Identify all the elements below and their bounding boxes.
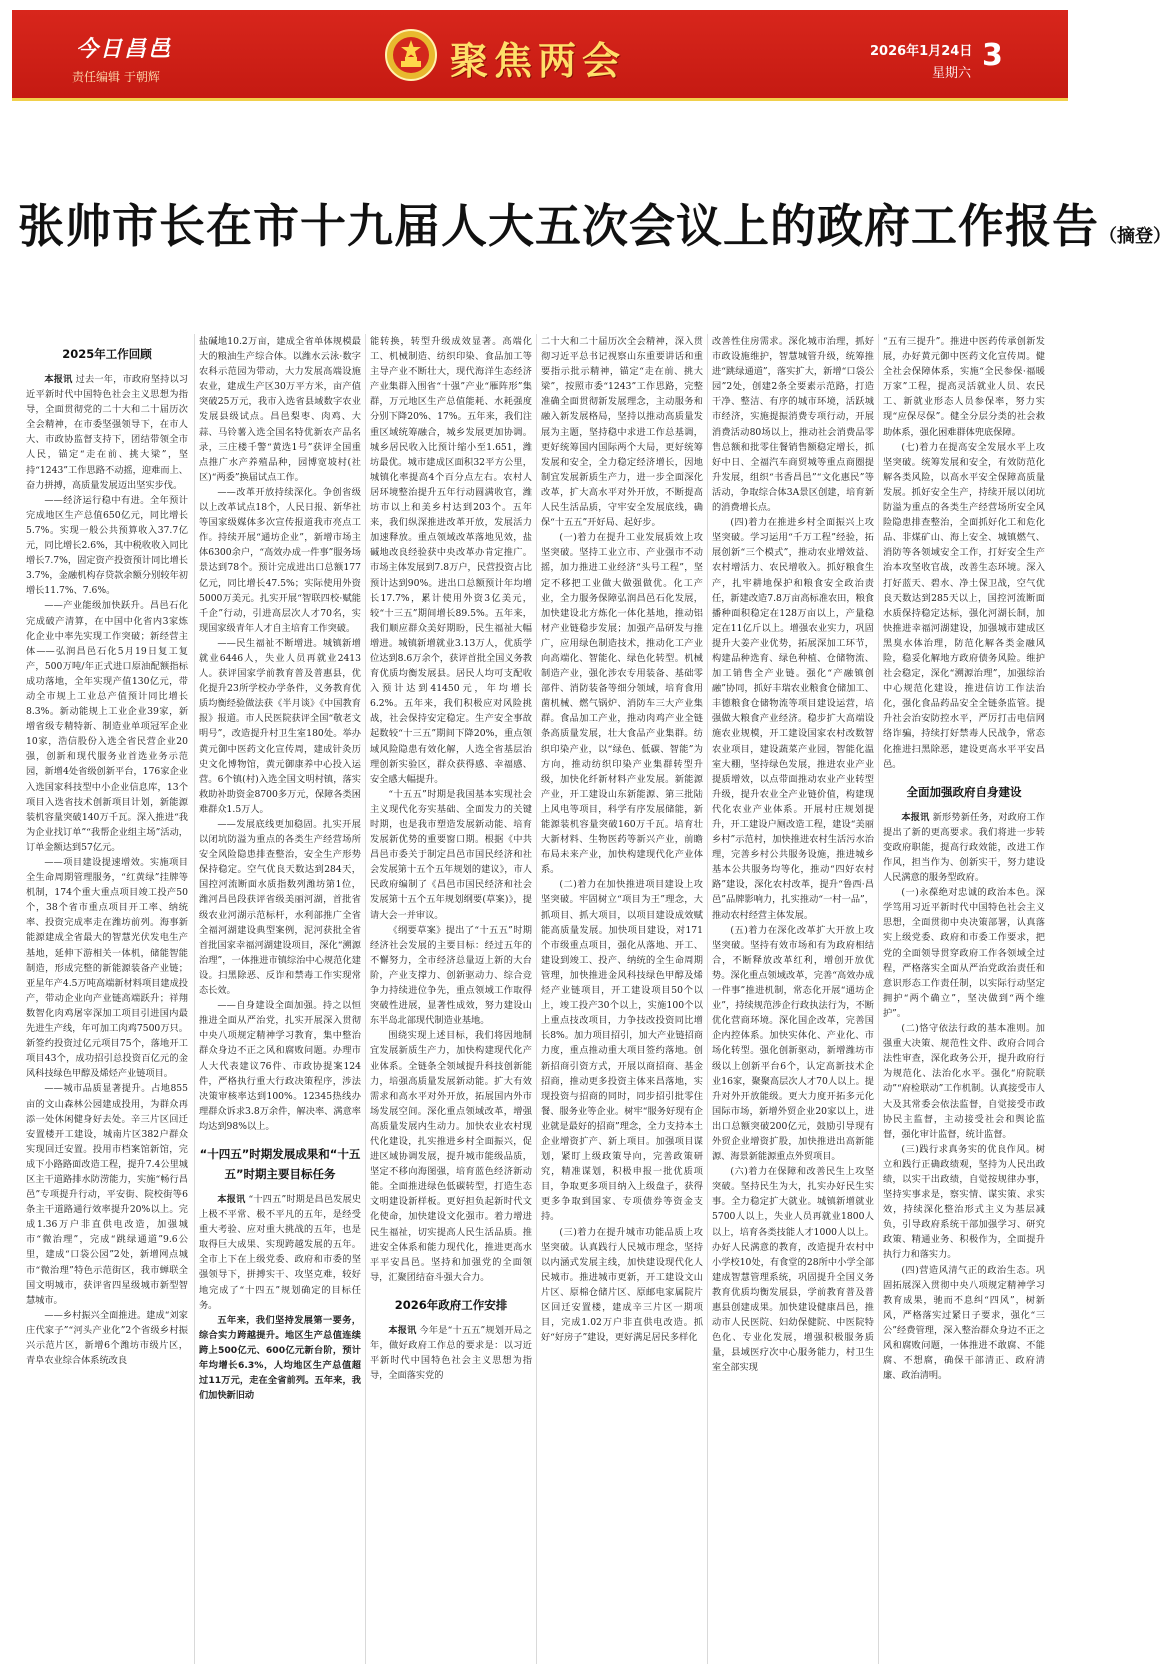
section-title: 聚焦两会 [450,38,627,83]
article-column-1 [26,334,188,1664]
article-headline [18,190,1171,256]
lead-label: 本报讯 [901,811,930,823]
article-column-4 [541,334,703,1664]
article-column-3 [370,334,532,1664]
subhead-2026-plan: 2026年政府工作安排 [394,1297,508,1312]
paragraph: ——产业能级加快跃升。昌邑石化完成破产清算，在中国中化省内3家炼化企业中率先实现工作突破；新经营主体——弘润昌邑石化5月19日复工复产，500万吨/年正式进口原油配额指标成功落地，全年实现产值130亿元，带动全市规上工业总产值预计同比增长8.3%。新动能规上工业企业39家，新增省级专精特新、制造业单项冠军企业10家，浩信股份入选全省民营企业20强，创新和现代服务业首选业务示范园，新增4处省级创新平台，176家企业入选国家科技型中小企业信息库，13个项目入选省技术创新项目计划，新能源装机容量突破140万千瓦。深入推进“我为企业找订单”“我帮企业组主场”活动，订单金额达到57亿元。 [26,600,188,853]
paragraph: (一)永葆绝对忠诚的政治本色。深学笃用习近平新时代中国特色社会主义思想，全面贯彻中央决策部署，认真落实上级党委、政府和市委工作要求，把党的全面领导贯穿政府工作各领域全过程，严格落实全面从严治党政治责任和意识形态工作责任制，以实际行动坚定拥护“两个确立”，坚决做到“两个维护”。 [883,887,1045,1019]
paragraph: 改善性住房需求。深化城市治理，抓好市政设施维护，智慧城管升级，统筹推进“跳绿通道”，落实扩大，新增“口袋公园”2处，创建2条全要素示范路，打造干净、整洁、有序的城市环境，活跃城市经济，实施提振消费专项行动，开展消费活动80场以上，推动社会消费品零售总额和批零住餐销售额稳定增长，抓好中日、全福汽车商贸城等重点商圈提升发展，组织“书香昌邑”“文化惠民”等活动，争取综合体3A景区创建，培育新的消费增长点。 [712,336,874,514]
paragraph: ——民生福祉不断增进。城镇新增就业6446人，失业人员再就业2413人。获评国家学前教育普及普惠县，优化提升23所学校办学条件，义务教育优质均衡经验做法获《半月谈》《中国教育报》报道。市人民医院获评全国“敬老文明号”，改造提升村卫生室180处。举办黄元御中医药文化宣传周，建成针灸历史文化博物馆，黄元御康养中心投入运营。6个镇(村)入选全国文明村镇，落实救助补助资金8700多万元，保障各类困难群众1.5万人。 [199,637,361,815]
paragraph [370,1323,532,1383]
paragraph: ——经济运行稳中有进。全年预计完成地区生产总值650亿元，同比增长5.7%。实现一般公共预算收入37.7亿元，同比增长2.6%，其中税收收入同比增长7.7%，固定资产投资预计同比增长3.7%，金融机构存贷款余额分别较年初增长11.7%、7.6%。 [26,494,188,597]
subhead-government-self-building: 全面加强政府自身建设 [906,784,1022,799]
paragraph: (三)践行求真务实的优良作风。树立和践行正确政绩观，坚持为人民出政绩，以实干出政绩，自觉按规律办事，坚持实事求是，察实情、谋实策、求实效，持续深化整治形式主义为基层减负，引导政府系统干部加强学习、研究政策、精通业务、积极作为，全面提升执行力和落实力。 [883,1143,1045,1261]
paragraph: (四)营造风清气正的政治生态。巩固拓展深入贯彻中央八项规定精神学习教育成果，驰而不息纠“四风”，树新风，严格落实过紧日子要求，强化“三公”经费管理，深入整治群众身边不正之风和腐败问题，一体推进不敢腐、不能腐、不想腐，确保干部清正、政府清廉、政治清明。 [883,1264,1045,1382]
editor-line: 责任编辑 于朝辉 [72,70,160,84]
masthead-banner [12,10,1068,101]
paragraph [199,1192,361,1313]
paragraph: “五有三提升”。推进中医药传承创新发展，办好黄元御中医药文化宣传周。健全社会保障体系，实施“全民参保·福暖万家”工程，提高灵活就业人员、农民工、新就业形态人员参保率，努力实现“应保尽保”。健全分层分类的社会救助体系，强化困难群体兜底保障。 [883,336,1045,438]
issue-weekday: 星期六 [932,66,972,81]
paragraph: ——发展底线更加稳固。扎实开展以闭坑防溢为重点的各类生产经营场所安全风险隐患排查整治，安全生产形势保持稳定。空气优良天数达到284天，国控河流断面水质指数列潍坊第1位，潍河昌邑段获评省级美丽河湖，首批省级农业河湖示范标杆，水利部推广全省全福河湖建设典型案例，泥河获批全省首批国家幸福河湖建设项目，深化“溯源治理”，一体推进市镇综治中心规范化建设。扫黑除恶、反诈和禁毒工作实现常态长效。 [199,819,361,997]
paragraph: (一)着力在提升工业发展质效上攻坚突破。坚持工业立市、产业强市不动摇，加力推进工业经济“头号工程”，坚定不移把工业做大做强做优。化工产业，全力服务保障弘润昌邑石化发展，加快建设北方炼化一体化基地，推动铝材产业链稳步发展；加强产品研发与推广，应用绿色制造技术，推动化工产业向高端化、智能化、绿色化转型。机械制造产业，强化涉农专用装备、基础零部件、消防装备等细分领域，培育食用菌机械、燃气锅炉、消防车三大产业集群。食品加工产业，推动肉鸡产业全链条高质量发展，壮大食品产业集群。纺织印染产业，以“绿色、低碳、智能”为方向，推动纺织印染产业集群转型升级，加快化纤新材料产业发展。新能源产业，开工建设山东新能源、第三批陆上风电等项目，科学有序发展储能，新能源装机容量突破160万千瓦。培育壮大新材料、生物医药等新兴产业，前瞻布局未来产业，加快构建现代化产业体系。 [541,532,703,876]
paragraph [26,372,188,493]
paragraph-text: “十四五”时期是昌邑发展史上极不平常、极不平凡的五年，是经受重大考验、应对重大挑战的五年，也是取得巨大成果、实现跨越发展的五年。全市上下在上级党委、政府和市委的坚强领导下，拼搏实干、攻坚克难，较好地完成了“十四五”规划确定的目标任务。 [199,1193,361,1311]
paragraph: 围绕实现上述目标，我们将因地制宜发展新质生产力，加快构建现代化产业体系。全链条全领域提升科技创新能力，培强高质量发展新动能。扩大有效需求和高水平对外开放，拓展国内外市场发展空间。深化重点领域改革，增强高质量发展内生动力。加快农业农村现代化建设，扎实推进乡村全面振兴，促进区域协调发展，提升城市能级品质，坚定不移向海图强，培育蓝色经济新动能。全面推进绿色低碳转型，打造生态文明建设新样板。更好担负起新时代文化使命，加快建设文化强市。着力增进民生福祉，切实提高人民生活品质。推进安全体系和能力现代化，推进更高水平平安昌邑。坚持和加强党的全面领导，汇聚团结奋斗强大合力。 [370,1030,532,1283]
paragraph: “十五五”时期是我国基本实现社会主义现代化夯实基础、全面发力的关键时期，也是我市塑造发展新动能、培育发展新优势的重要窗口期。根据《中共昌邑市委关于制定昌邑市国民经济和社会发展第十五个五年规划的建议》，市人民政府编制了《昌邑市国民经济和社会发展第十五个五年规划纲要(草案)》，提请大会一并审议。 [370,788,532,921]
column-divider [878,334,879,1664]
paragraph: (三)着力在提升城市功能品质上攻坚突破。认真践行人民城市理念，坚持以内涵式发展主线，加快建设现代化人民城市。推进城市更新，开工建设文山片区、原棉仓储片区、原邮电家属院片区回迁安置楼，建成辛三片区一期项目，完成1.02万户非直供电改造。抓好“好房子”建设，更好满足居民多样化 [541,1226,703,1344]
headline-title: 张帅市长在市十九届人大五次会议上的政府工作报告 [18,199,1099,253]
paragraph: ——乡村振兴全面推进。建成“刘家庄代家子”“河头产业化”2个省级乡村振兴示范片区，新增6个潍坊市级片区，青阜农业综合体系统改良 [26,1309,188,1367]
paragraph: (五)着力在深化改革扩大开放上攻坚突破。坚持有效市场和有为政府相结合，不断释放改革红利，增创开放优势。深化重点领域改革，完善“高效办成一件事”推进机制，常态化开展“通坊企业”，持续规范涉企行政执法行为，不断优化营商环境。深化国企改革，完善国企内控体系。加快实体化、产业化、市场化转型。强化创新驱动，新增潍坊市级以上创新平台6个，认定高新技术企业16家，聚聚高层次人才70人以上。提升对外开放能级。更大力度开拓多元化国际市场，新增外贸企业20家以上，进出口总额突破200亿元，鼓励引导现有外贸企业增资扩股，加快推进出高新能源、海景新能源重点外贸项目。 [712,924,874,1163]
column-divider [707,334,708,1664]
paragraph-text: 今年是“十五五”规划开局之年，做好政府工作总的要求是：以习近平新时代中国特色社会主义思想为指导，全面落实党的 [370,1324,532,1382]
column-divider [194,334,195,1664]
article-column-6 [883,334,1045,1664]
paragraph: 二十大和二十届历次全会精神，深入贯彻习近平总书记视察山东重要讲话和重要指示批示精神，锚定“走在前、挑大梁”，按照市委“1243”工作思路，完整准确全面贯彻新发展理念，主动服务和融入新发展格局，坚持以推动高质量发展为主题，坚持稳中求进工作总基调，更好统筹国内国际两个大局，更好统筹发展和安全，全力稳定经济增长，因地制宜发展新质生产力，进一步全面深化改革，扩大高水平对外开放，不断提高人民生活品质，守牢安全发展底线，确保“十五五”开好局、起好步。 [541,336,703,529]
paper-name: 今日昌邑 [76,36,173,62]
paragraph: ——项目建设提速增效。实施项目全生命周期管理服务，“红黄绿”挂牌等机制，174个重大重点项目竣工投产50个，38个省市重点项目开工率、纳统率、投资完成率走在潍坊前列。海事新能源建成全省最大的智慧光伏发电生产基地，延伸下游相关一体机，储能智能制造，形成完整的新能源装备产业链；亚星年产4.5万吨高端新材料项目建成投产，带动企业向产业链高端跃升；祥翔数智化肉鸡屠宰深加工项目引进国内最先进生产线，年可加工肉鸡7500万只。新签约投资过亿元项目75个，落地开工项目43个，成功招引总投资百亿元的金风科技绿色甲醇及烯烃产业链项目。 [26,857,188,1080]
paragraph: (四)着力在推进乡村全面振兴上攻坚突破。学习运用“千万工程”经验，拓展创新“三个模式”，推动农业增效益、农村增活力、农民增收入。抓好粮食生产，扎牢耕地保护和粮食安全政治责任，新建改造7.8万亩高标准农田，粮食播种面积稳定在128万亩以上，产量稳定在11亿斤以上。增强农业实力，巩固提升大姜产业优势，拓展深加工环节，构建品种选育、绿色种植、仓储物流、加工销售全产业链。强化“产融镇创融”协同，抓好丰瑞农业粮食仓储加工、丰德粮食仓储物流等项目建设运营，培强做大粮食产业经济。稳步扩大高端设施农业规模，开工建设国家农村改数智农业项目，建设蔬菜产业园，智能化温室大棚，坚持绿色发展，推进农业产业提质增效，以点带面推动农业产业转型升级，提升农业全产业链价值，构建现代化农业产业体系。开展村庄规划提升，开工建设户厕改造工程，建设“美丽乡村”示范村，加快推进农村生活污水治理，完善乡村公共服务设施，推进城乡基本公共服务均等化，推动“四好农村路”建设，深化农村改革，提升“鲁西·昌邑”品牌影响力，扎实推动“一村一品”，推动农村经营主体发展。 [712,517,874,921]
issue-date: 2026年1月24日 [870,44,973,59]
page-number: 3 [982,38,1003,73]
paragraph: ——城市品质显著提升。占地855亩的文山森林公园建成投用，为群众再添一处休闲健身好去处。辛三片区回迁安置楼开工建设，城南片区382户群众实现回迁安置。投用市档案馆新馆，完成下小路路面改造工程，提升7.4公里城区主干道路排水防涝能力，实施“畅行昌邑”专项提升行动，平安街、院校街等6条主干道路通行效率提升20%以上。完成1.36万户非直供电改造，加强城市“微治理”，完成“跳绿通道”9.6公里，建成“口袋公园”2处，新增网点城市“微治理”特色示范街区，我市蝉联全国文明城市，获评省四星级城市新型智慧城市。 [26,1083,188,1306]
article-column-2 [199,334,361,1664]
column-divider [365,334,366,1664]
paragraph: ——改革开放持续深化。争创省级以上改革试点18个，人民日报、新华社等国家级媒体多次宣传报道我市亮点工作。持续开展“通坊企业”，新增市场主体6300余户，“高效办成一件事”服务场景达到78个。预计完成进出口总额177亿元，同比增长47.5%；实际使用外资5000万美元。扎实开展“智联四校·赋能千企”行动，引进高层次人才70名，实现国家级青年人才自主培育工作突破。 [199,486,361,634]
subhead-five-year-plan: “十四五”时期发展成果和“十五五”时期主要目标任务 [199,1146,361,1181]
paragraph: (六)着力在保障和改善民生上攻坚突破。坚持民生为大，扎实办好民生实事。全力稳定扩大就业。城镇新增就业5700人以上，失业人员再就业1800人以上，培育各类技能人才1000人以上。办好人民满意的教育，改造提升农村中小学校10处，有食堂的28所中小学全部建成智慧管理系统，巩固提升全国义务教育优质均衡发展县，学前教育普及普惠县创建成果。加快建设健康昌邑，推动市人民医院、妇幼保健院、中医院特色化、专业化发展，增强积极服务质量，县域医疗次中心服务能力，村卫生室全部实现 [712,1166,874,1374]
lead-label: 本报讯 [388,1324,417,1336]
subhead-2025-review: 2025年工作回顾 [62,347,152,361]
paragraph: 五年来，我们坚持发展第一要务，综合实力跨越提升。地区生产总值连续跨上500亿元、600亿元新台阶，预计年均增长6.3%，人均地区生产总值超过11万元，走在全省前列。五年来，我们加快新旧动 [199,1314,361,1402]
paragraph: (七)着力在提高安全发展水平上攻坚突破。统筹发展和安全，有效防范化解各类风险，以高水平安全保障高质量发展。抓好安全生产，持续开展以闭坑防溢为重点的各类生产经营场所安全风险隐患排查整治，全面抓好化工和危化品、非煤矿山、海上安全、城镇燃气、消防等各领域安全工作，打好安全生产治本攻坚收官战，改善生态环境。深入打好蓝天、碧水、净土保卫战，空气优良天数达到285天以上，国控河流断面水质保持稳定达标，强化河湖长制，加快推进幸福河湖建设，加强城市建成区黑臭水体治理，防范化解各类金融风险，稳妥化解地方政府债务风险。维护社会稳定，深化“溯源治理”，加强综治中心规范化建设，推进信访工作法治化，强化食品药品安全全链条监管。提升社会治安防控水平，严厉打击电信网络诈骗，持续打好禁毒人民战争，常态化推进扫黑除恶，建设更高水平平安昌邑。 [883,441,1045,770]
paragraph: 盐碱地10.2万亩，建成全省单体规模最大的粮油生产综合体。以潍水云泳·数字农科示范园为带动，大力发展高端设施农业，建成生产区30万平方米，亩产值突破25万元，我市入选省县域数字农业发展县级试点。昌邑梨枣、肉鸡、大蒜、马铃薯入选全国名特优新农产品名录，三庄楼千警“黄选1号”获评全国重点推广水产养殖品种，园博宽坡村(社区)“两委”换届试点工作。 [199,336,361,483]
paragraph-text: 过去一年，市政府坚持以习近平新时代中国特色社会主义思想为指导，全面贯彻党的二十大和二十届历次全会精神，在市委坚强领导下，在市人大、市政协监督支持下，团结带领全市人民，锚定“走在前、挑大梁”，坚持“1243”工作思路不动摇，迎难而上、奋力拼搏，高质量发展迈出坚实步伐。 [26,374,189,491]
paragraph: (二)恪守依法行政的基本准则。加强重大决策、规范性文件、政府合同合法性审查，深化政务公开，提升政府行为规范化、法治化水平。强化“府院联动”“府检联动”工作机制。认真接受市人大及其常委会依法监督，自觉接受市政协民主监督，主动接受社会和舆论监督，强化审计监督，统计监督。 [883,1023,1045,1140]
paragraph: ——自身建设全面加强。持之以恒推进全面从严治党，扎实开展深入贯彻中央八项规定精神学习教育，集中整治群众身边不正之风和腐败问题。办理市人大代表建议76件、市政协提案124件，严格执行重大行政决策程序，涉法决策审核率达到100%。12345热线办理群众诉求3.8万余件，解决率、满意率均达到98%以上。 [199,1000,361,1132]
article-column-5 [712,334,874,1664]
paragraph: 能转换，转型升级成效显著。高端化工、机械制造、纺织印染、食品加工等主导产业不断壮大，现代海洋生态经济产业集群入围省“十强”产业“雁阵形”集群，万元地区生产总值能耗、水耗强度分别下降20%、17%。五年来，我们注重区域统筹融合，城乡发展更加协调。城乡居民收入比预计缩小至1.651，潍坊最优。城市建成区面积32平方公里，城镇化率提高4个百分点左右。农村人居环境整治提升五年行动圆满收官，潍坊市以上和美乡村达到203个。五年来，我们纵深推进改革开放，发展活力加速释放。重点领域改革落地见效，盐碱地改良经验获中央改革办肯定推广。市场主体发展到7.8万户，民营投资占比预计达到90%。进出口总额预计年均增长17.7%，累计使用外资3亿美元，较“十三五”期间增长89.5%。五年来，我们顺应群众美好期盼，民生福祉大幅增进。城镇新增就业3.13万人，优质学位达到8.6万余个，获评首批全国义务教育优质均衡发展县。居民人均可支配收入预计达到41450元，年均增长6.2%。五年来，我们积极应对风险挑战，社会保持安定稳定。生产安全事故起数较“十三五”期间下降20%，重点领域风险隐患有效化解，人选全省基层治理创新实验区，群众获得感、幸福感、安全感大幅提升。 [370,336,532,785]
national-emblem-icon [384,28,438,82]
paragraph: (二)着力在加快推进项目建设上攻坚突破。牢固树立“项目为王”理念，大抓项目、抓大项目，以项目建设成效赋能高质量发展。加快项目建设，对171个市级重点项目，强化从落地、开工、建设到竣工、投产、纳统的全生命周期管理，加快推进金风科技绿色甲醇及烯烃产业链项目，开工建设项目50个以上，竣工投产30个以上，实施100个以上重点技改项目，力争技改投资同比增长8%。加力项目招引，加大产业链招商力度，重点推动重大项目签约落地。创新招商引资方式，开展以商招商、基金招商，推动更多投资主体来昌落地，实现投资与招商的同时，同步招引批零住餐、服务业等企业。树牢“服务好现有企业就是最好的招商”理念，全力支持本土企业增资扩产、新上项目。加强项目谋划，紧盯上级政策导向，完善政策研究，精准谋划，积极申报一批优质项目，争取更多项目纳入上级盘子，获得更多争取到国家、专项债券等资金支持。 [541,879,703,1223]
column-divider [536,334,537,1664]
lead-label: 本报讯 [44,374,73,385]
headline-suffix: （摘登） [1099,226,1171,247]
paragraph [883,810,1045,885]
paragraph-text: 新形势新任务，对政府工作提出了新的更高要求。我们将进一步转变政府职能，提高行政效能，改进工作作风，担当作为、创新实干，努力建设人民满意的服务型政府。 [883,811,1046,884]
lead-label: 本报讯 [217,1193,246,1205]
paragraph: 《纲要草案》提出了“十五五”时期经济社会发展的主要目标：经过五年的不懈努力，全市经济总量迈上新的大台阶，产业支撑力、创新驱动力、综合竞争力持续进位争先，重点领域工作取得突破性进展，显著性成效，努力建设山东半岛北部现代制造业基地。 [370,924,532,1027]
